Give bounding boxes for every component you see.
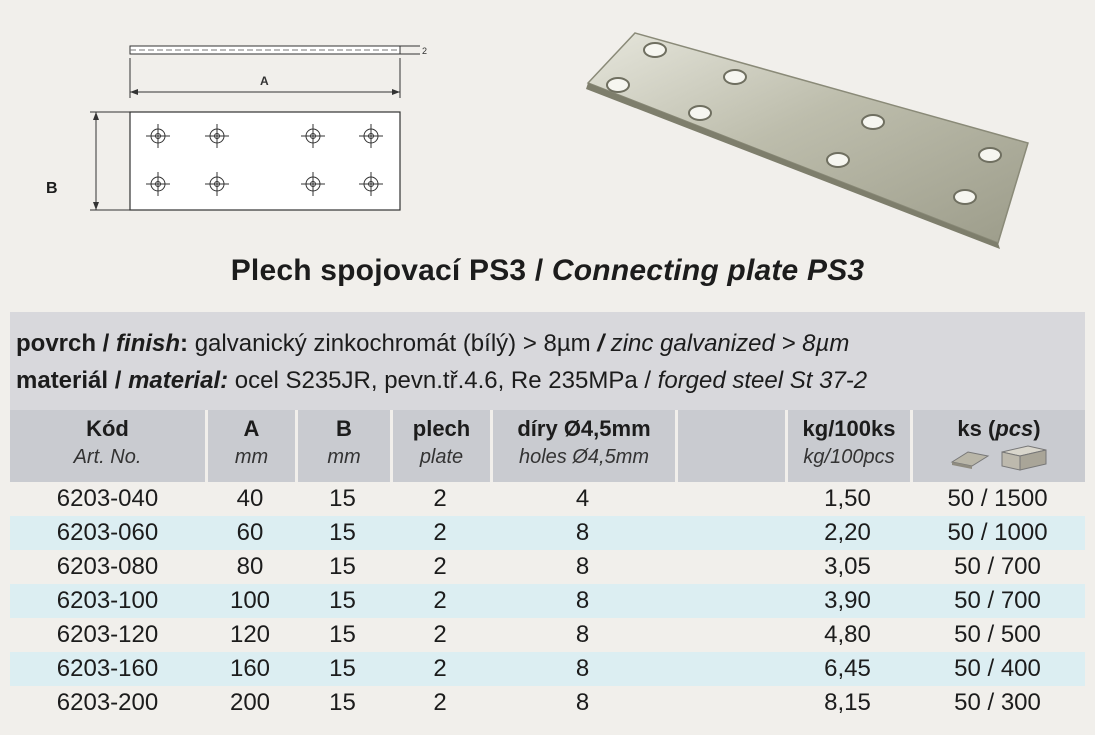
table-cell xyxy=(675,516,785,550)
table-cell: 2 xyxy=(433,553,447,580)
small-pack-icon xyxy=(948,446,992,470)
table-cell: 3,05 xyxy=(824,553,871,580)
table-cell: 15 xyxy=(295,584,390,618)
dim-t-label: 2 xyxy=(422,46,428,56)
title-english: Connecting plate PS3 xyxy=(551,254,865,287)
table-row xyxy=(10,686,1085,720)
table-cell: 3,90 xyxy=(785,584,910,618)
table-cell: 2 xyxy=(390,516,490,550)
table-cell xyxy=(675,686,785,720)
table-cell xyxy=(675,618,785,652)
table-cell: 1,50 xyxy=(824,485,871,512)
table-cell: 160 xyxy=(205,652,295,686)
table-cell: 2 xyxy=(390,652,490,686)
col-header-empty xyxy=(675,410,785,482)
table-row xyxy=(10,618,1085,652)
box-icon xyxy=(998,444,1050,472)
table-cell: 4,80 xyxy=(824,621,871,648)
table-cell: 8 xyxy=(490,652,675,686)
table-cell: 8 xyxy=(490,516,675,550)
col-header-pcs: ks (pcs) xyxy=(910,410,1085,482)
col-header-code: Kód Art. No. xyxy=(10,410,205,482)
table-header-row xyxy=(10,410,1085,482)
col-header-b: B mm xyxy=(295,410,390,482)
table-cell: 2,20 xyxy=(785,516,910,550)
dim-b-label: B xyxy=(46,180,58,197)
table-row xyxy=(10,550,1085,584)
title-main: Plech spojovací PS3 / xyxy=(230,254,552,287)
table-cell: 6203-100 xyxy=(10,584,205,618)
table-cell: 8 xyxy=(575,689,590,716)
material-line: materiál / material: ocel S235JR, pevn.tř.4.6, Re 235MPa / forged steel St 37-2 xyxy=(16,367,868,394)
col-header-weight: kg/100ks kg/100pcs xyxy=(785,410,910,482)
col-header-holes: díry Ø4,5mm holes Ø4,5mm xyxy=(490,410,675,482)
table-cell: 200 xyxy=(229,689,271,716)
table-cell: 8 xyxy=(575,553,590,580)
table-cell: 6203-040 xyxy=(56,485,159,512)
table-cell: 6203-060 xyxy=(10,516,205,550)
table-cell: 15 xyxy=(329,689,356,716)
table-cell xyxy=(675,482,785,516)
technical-drawing xyxy=(60,30,440,230)
table-cell: 15 xyxy=(295,516,390,550)
table-cell: 100 xyxy=(205,584,295,618)
table-cell: 15 xyxy=(329,621,356,648)
table-cell: 6,45 xyxy=(785,652,910,686)
table-cell: 2 xyxy=(433,485,447,512)
table-cell xyxy=(675,550,785,584)
table-cell: 15 xyxy=(329,553,356,580)
table-cell: 60 xyxy=(205,516,295,550)
table-cell: 50 / 400 xyxy=(910,652,1085,686)
finish-line: povrch / finish: galvanický zinkochromát (bílý) > 8µm / zinc galvanized > 8µm xyxy=(16,330,850,357)
product-photo xyxy=(580,25,1040,250)
table-row xyxy=(10,516,1085,550)
table-cell: 50 / 1500 xyxy=(947,485,1048,512)
table-cell: 50 / 500 xyxy=(954,621,1041,648)
table-row xyxy=(10,584,1085,618)
table-cell: 2 xyxy=(390,584,490,618)
table-cell: 4 xyxy=(575,485,590,512)
table-cell: 6203-160 xyxy=(10,652,205,686)
table-cell: 50 / 700 xyxy=(910,584,1085,618)
table-cell: 50 / 1000 xyxy=(910,516,1085,550)
table-cell: 2 xyxy=(433,621,447,648)
dim-a-label: A xyxy=(260,74,269,88)
table-cell: 80 xyxy=(236,553,264,580)
table-cell: 2 xyxy=(433,689,447,716)
col-header-plate: plech plate xyxy=(390,410,490,482)
table-row xyxy=(10,652,1085,686)
table-cell: 15 xyxy=(329,485,356,512)
page-title xyxy=(0,254,1095,288)
table-cell: 50 / 300 xyxy=(954,689,1041,716)
spec-table xyxy=(10,410,1085,720)
table-cell: 8 xyxy=(490,584,675,618)
table-cell: 120 xyxy=(229,621,271,648)
table-cell xyxy=(675,584,785,618)
table-cell: 6203-080 xyxy=(56,553,159,580)
spec-info-box xyxy=(10,312,1085,410)
col-header-a: A mm xyxy=(205,410,295,482)
table-cell: 40 xyxy=(236,485,264,512)
table-cell: 6203-200 xyxy=(56,689,159,716)
table-row xyxy=(10,482,1085,516)
table-cell xyxy=(675,652,785,686)
table-cell: 6203-120 xyxy=(56,621,159,648)
table-cell: 15 xyxy=(295,652,390,686)
table-cell: 8 xyxy=(575,621,590,648)
table-cell: 50 / 700 xyxy=(954,553,1041,580)
table-cell: 8,15 xyxy=(824,689,871,716)
